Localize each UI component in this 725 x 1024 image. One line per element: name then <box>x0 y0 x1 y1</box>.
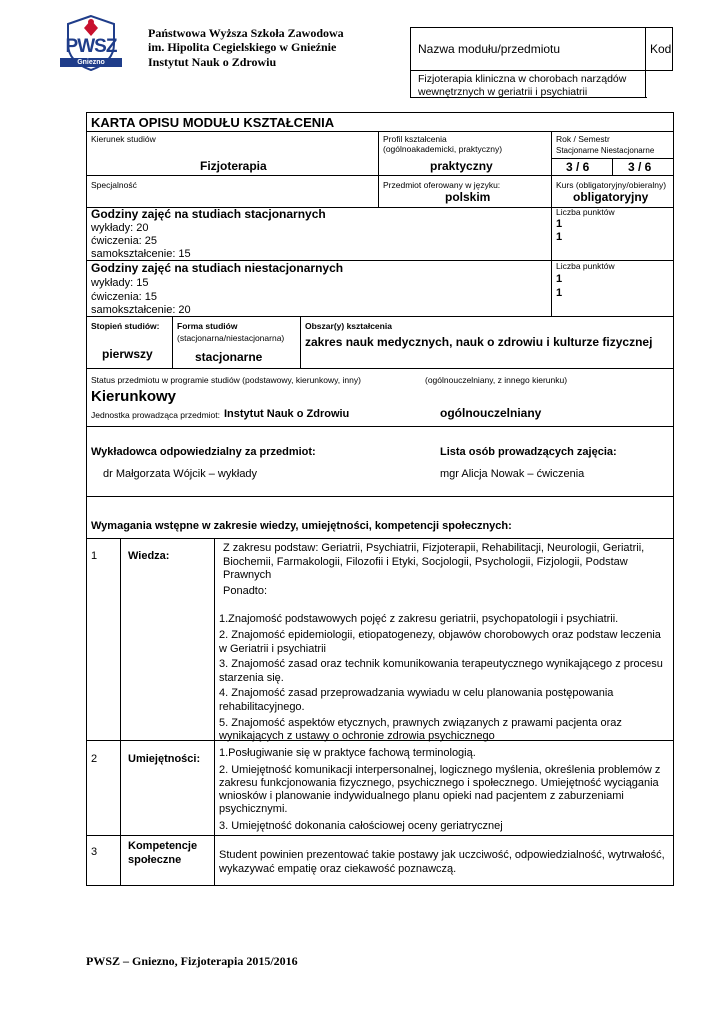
requirement-paragraph: 1.Posługiwanie się w praktyce fachową terminologią. <box>219 747 476 759</box>
institution-department: Instytut Nauk o Zdrowiu <box>148 55 277 69</box>
area-value: zakres nauk medycznych, nauk o zdrowiu i kulturze fizycznej <box>305 335 653 349</box>
institution-name: Państwowa Wyższa Szkoła Zawodowa <box>148 26 344 40</box>
requirement-label: Kompetencje społeczne <box>128 840 198 867</box>
field-of-study-value: Fizjoterapia <box>200 159 267 173</box>
card-title: KARTA OPISU MODUŁU KSZTAŁCENIA <box>91 115 335 130</box>
part-time-points-label: Liczba punktów <box>556 261 615 271</box>
requirement-paragraph: Ponadto: <box>223 584 268 597</box>
requirement-paragraph: 3. Umiejętność dokonania całościowej oceny geriatrycznej <box>219 820 503 832</box>
requirement-label: Wiedza: <box>128 550 170 562</box>
course-type-label: Kurs (obligatoryjny/obieralny) <box>556 180 667 190</box>
area-label: Obszar(y) kształcenia <box>305 321 392 331</box>
full-time-hours-title: Godziny zajęć na studiach stacjonarnych <box>91 207 326 221</box>
degree-label: Stopień studiów: <box>91 321 160 331</box>
requirement-paragraph: 2. Znajomość epidemiologii, etiopatogenezy, objawów chorobowych oraz podstaw leczenia w Geriatrii i psychiatrii <box>219 628 661 655</box>
logo-text: PWSZ <box>65 36 117 57</box>
unit-label: Jednostka prowadząca przedmiot: <box>91 410 220 420</box>
full-time-points-label: Liczba punktów <box>556 207 615 217</box>
status-right-value: ogólnouczelniany <box>440 406 542 420</box>
requirement-number: 3 <box>91 846 98 858</box>
module-name-value: Fizjoterapia kliniczna w chorobach narządów wewnętrznych w geriatrii i psychiatrii <box>418 73 627 99</box>
requirement-paragraph: Z zakresu podstaw: Geriatrii, Psychiatrii, Fizjoterapii, Rehabilitacji, Neurologii, Geriatrii, Biochemii, Farmakologii, Filozofii i Etyki, Socjologii, Psychologii, Fizjologii, Podstaw Prawnych <box>223 542 645 582</box>
form-sub-label: (stacjonarna/niestacjonarna) <box>177 333 285 343</box>
status-label: Status przedmiotu w programie studiów (podstawowy, kierunkowy, inny) <box>91 375 361 385</box>
institution-patron: im. Hipolita Cegielskiego w Gnieźnie <box>148 40 337 54</box>
language-value: polskim <box>445 190 491 204</box>
language-label: Przedmiot oferowany w języku: <box>383 180 501 190</box>
requirement-paragraph: 1.Znajomość podstawowych pojęć z zakresu geriatrii, psychopatologii i psychiatrii. <box>219 613 619 626</box>
requirement-number: 1 <box>91 550 98 562</box>
requirement-label: Umiejętności: <box>128 753 201 765</box>
field-of-study-label: Kierunek studiów <box>91 134 156 144</box>
course-type-value: obligatoryjny <box>573 190 649 204</box>
full-time-exercises: ćwiczenia: 25 <box>91 235 158 247</box>
requirement-paragraph: 4. Znajomość zasad przeprowadzania wywiadu w celu planowania postępowania rehabilitacyjnego. <box>219 687 614 713</box>
requirement-paragraph: 5. Znajomość aspektów etycznych, prawnych związanych z prawami pacjenta oraz wynikających z ustawy o ochronie zdrowia psychicznego <box>219 716 622 743</box>
status-label-right: (ogólnouczelniany, z innego kierunku) <box>425 375 568 385</box>
requirement-number: 2 <box>91 753 98 765</box>
full-time-points-1: 1 <box>556 218 563 230</box>
requirement-content <box>219 542 669 744</box>
full-time-lectures: wykłady: 20 <box>91 222 149 234</box>
year-full-time: 3 / 6 <box>566 160 590 174</box>
lecturer-value: dr Małgorzata Wójcik – wykłady <box>103 468 258 480</box>
unit-value: Instytut Nauk o Zdrowiu <box>224 408 350 420</box>
requirement-paragraph: 3. Znajomość zasad oraz technik komunikowania terapeutycznego wynikającego z procesu starzenia się. <box>219 658 663 684</box>
full-time-self-study: samokształcenie: 15 <box>91 248 191 260</box>
year-part-time: 3 / 6 <box>628 160 652 174</box>
part-time-hours-title: Godziny zajęć na studiach niestacjonarnych <box>91 261 344 275</box>
part-time-points-1: 1 <box>556 273 563 285</box>
requirement-paragraph: Student powinien prezentować takie postawy jak uczciwość, odpowiedzialność, wytrwałość, wykazywać empatię oraz ciekawość poznawczą. <box>219 849 665 875</box>
module-name-label: Nazwa modułu/przedmiotu <box>418 42 561 56</box>
status-value: Kierunkowy <box>91 388 177 405</box>
footer-text: PWSZ – Gniezno, Fizjoterapia 2015/2016 <box>86 954 298 968</box>
pwsz-logo <box>60 14 122 72</box>
degree-value: pierwszy <box>102 347 153 361</box>
part-time-exercises: ćwiczenia: 15 <box>91 291 158 303</box>
part-time-lectures: wykłady: 15 <box>91 277 149 289</box>
requirement-paragraph: 2. Umiejętność komunikacji interpersonalnej, logicznego myślenia, określenia problemów z zakresu funkcjonowania fizycznego, psychicznego i społecznego. Umiejętność wyciągania wniosków i planowanie indywidualnego planu opieki nad pacjentem z zaburzeniami psychicznymi. <box>219 764 661 815</box>
form-label: Forma studiów <box>177 321 238 331</box>
staff-value: mgr Alicja Nowak – ćwiczenia <box>440 468 585 480</box>
full-time-points-2: 1 <box>556 231 563 243</box>
part-time-points-2: 1 <box>556 287 563 299</box>
staff-label: Lista osób prowadzących zajęcia: <box>440 446 617 458</box>
form-value: stacjonarne <box>195 350 263 364</box>
profile-value: praktyczny <box>430 159 493 173</box>
year-sub-label: Stacjonarne Niestacjonarne <box>556 146 655 155</box>
requirement-content <box>219 849 669 876</box>
requirements-title: Wymagania wstępne w zakresie wiedzy, umiejętności, kompetencji społecznych: <box>91 520 512 532</box>
specialty-label: Specjalność <box>91 180 137 190</box>
year-label: Rok / Semestr <box>556 134 610 144</box>
lecturer-label: Wykładowca odpowiedzialny za przedmiot: <box>91 446 316 458</box>
profile-label: Profil kształcenia (ogólnoakademicki, praktyczny) <box>383 134 503 155</box>
code-label: Kod <box>650 42 672 56</box>
requirement-content <box>219 747 669 833</box>
logo-subtext: Gniezno <box>60 58 122 67</box>
part-time-self-study: samokształcenie: 20 <box>91 304 191 316</box>
